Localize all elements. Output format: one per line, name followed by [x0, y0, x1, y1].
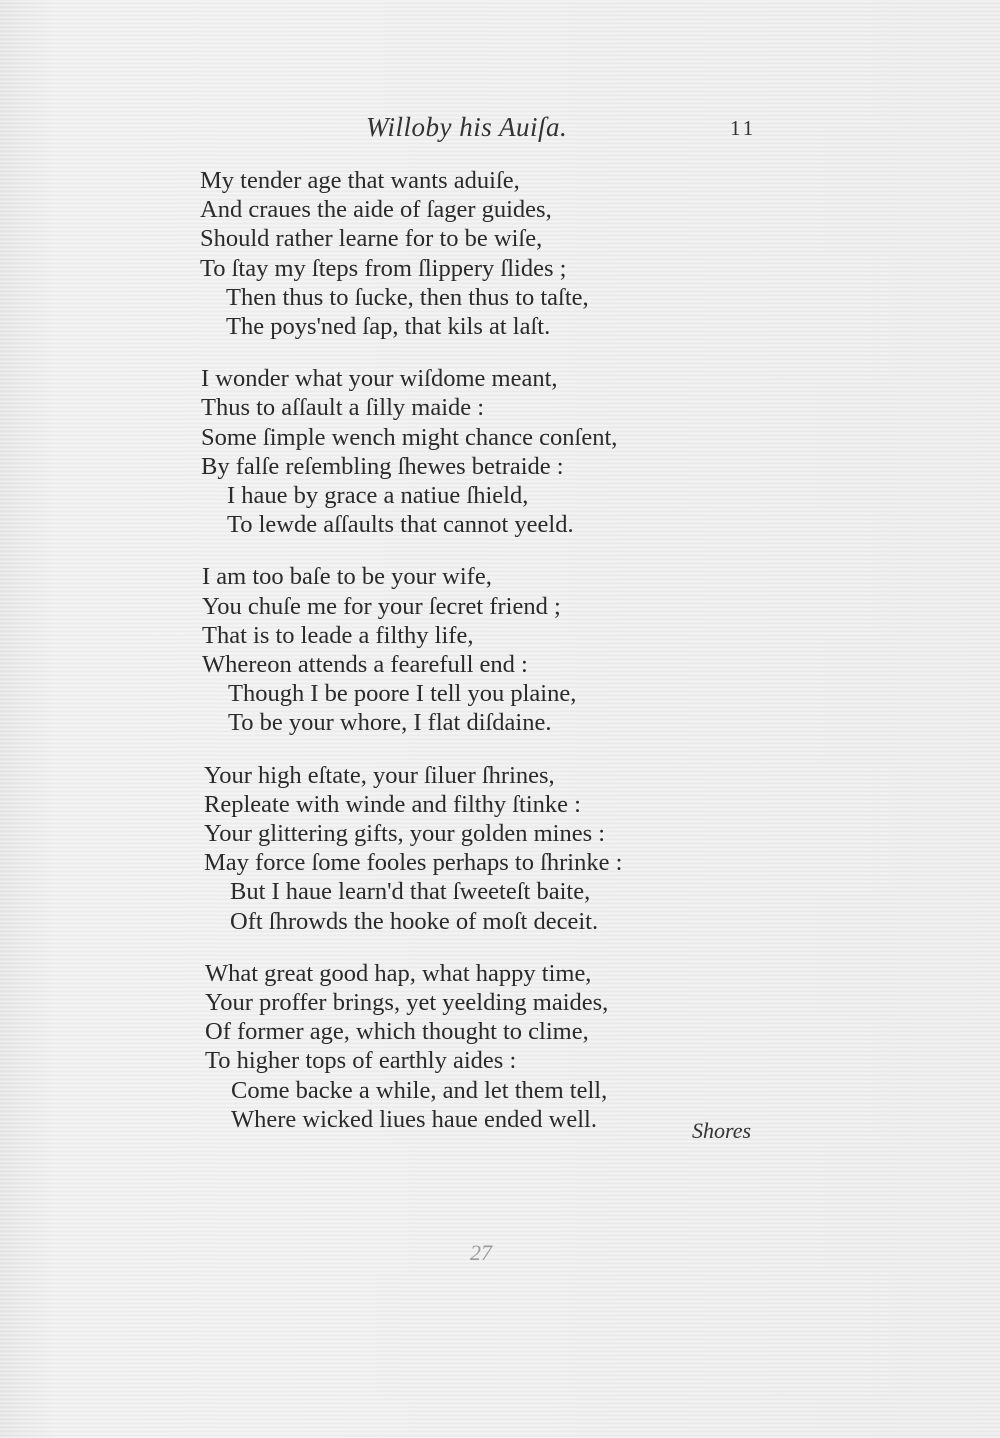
verse-line-indented: Come backe a while, and let them tell, — [231, 1076, 608, 1104]
verse-line-indented: But I haue learn'd that ſweeteſt baite, — [230, 878, 591, 906]
verse-line-indented: To lewde aſſaults that cannot yeeld. — [227, 511, 574, 539]
verse-line-indented: Where wicked liues haue ended well. — [231, 1105, 597, 1133]
folio-number: 11 — [730, 116, 757, 140]
verse-line: Your proffer brings, yet yeelding maides, — [205, 989, 609, 1017]
verse-line-indented: I haue by grace a natiue ſhield, — [227, 482, 529, 510]
poem — [200, 166, 760, 1157]
verse-line: My tender age that wants aduiſe, — [200, 167, 520, 194]
verse-line: Thus to aſſault a ſilly maide : — [201, 394, 485, 422]
verse-line: I wonder what your wiſdome meant, — [201, 365, 558, 393]
stanza — [205, 959, 760, 1134]
verse-line: Should rather learne for to be wiſe, — [200, 225, 543, 253]
verse-line: Your high eſtate, your ſiluer ſhrines, — [204, 761, 555, 789]
verse-line: You chuſe me for your ſecret friend ; — [202, 592, 561, 620]
verse-line-indented: Oft ſhrowds the hooke of moſt deceit. — [230, 907, 599, 935]
page-number: 27 — [470, 1240, 492, 1265]
verse-line: Of former age, which thought to clime, — [205, 1018, 589, 1046]
stanza — [200, 166, 760, 341]
verse-line: May force ſome fooles perhaps to ſhrinke : — [204, 849, 623, 877]
running-head: Willoby his Auiſa. — [366, 112, 568, 142]
verse-line: To ſtay my ſteps from ſlippery ſlides ; — [200, 254, 567, 282]
verse-line: To higher tops of earthly aides : — [205, 1047, 517, 1075]
verse-line: Your glittering gifts, your golden mines : — [204, 820, 606, 848]
verse-line: That is to leade a filthy life, — [202, 621, 474, 649]
verse-line: Whereon attends a fearefull end : — [202, 651, 528, 679]
stanza — [204, 761, 760, 936]
verse-line: I am too baſe to be your wife, — [202, 563, 492, 591]
verse-line: Some ſimple wench might chance conſent, — [201, 423, 618, 451]
verse-line-indented: The poys'ned ſap, that kils at laſt. — [226, 313, 551, 341]
catchword: Shores — [692, 1118, 752, 1143]
stanza — [201, 364, 760, 539]
stanza — [202, 562, 760, 737]
verse-line: Repleate with winde and filthy ſtinke : — [204, 790, 581, 818]
verse-line: And craues the aide of ſager guides, — [200, 196, 552, 224]
verse-line-indented: To be your whore, I flat diſdaine. — [228, 709, 552, 737]
verse-line-indented: Though I be poore I tell you plaine, — [228, 680, 577, 708]
verse-line: By falſe reſembling ſhewes betraide : — [201, 452, 564, 480]
verse-line-indented: Then thus to ſucke, then thus to taſte, — [226, 283, 589, 311]
verse-line: What great good hap, what happy time, — [205, 959, 592, 987]
